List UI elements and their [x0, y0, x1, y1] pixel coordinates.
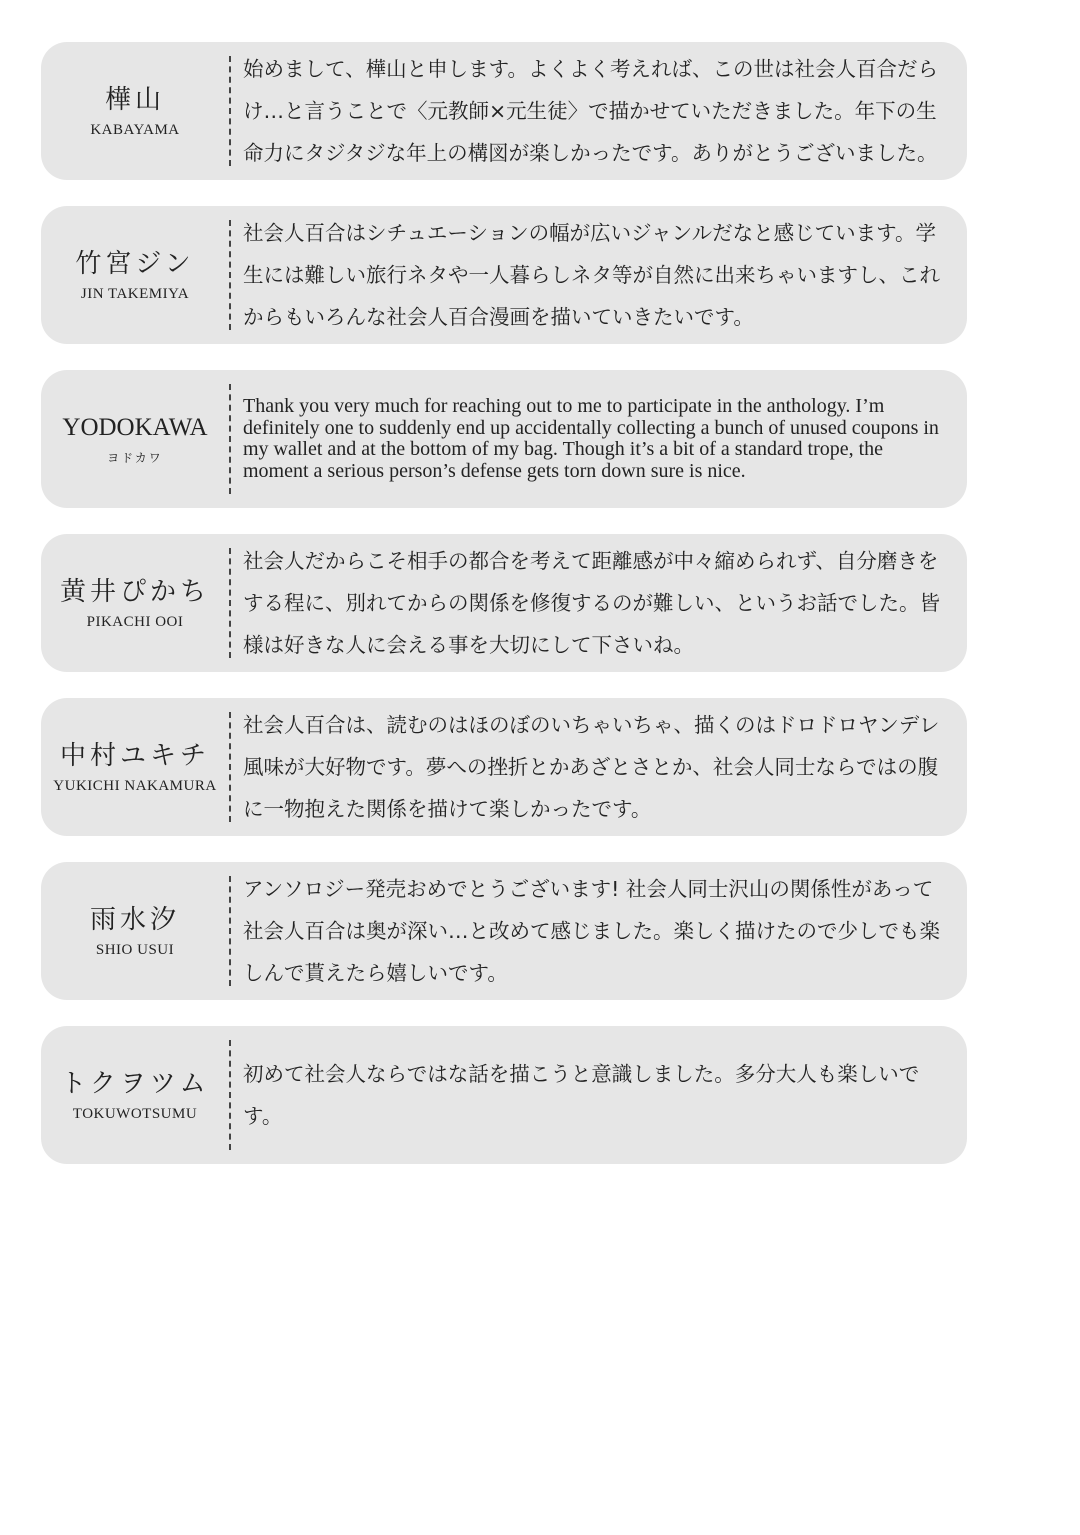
author-reading: YUKICHI NAKAMURA [53, 777, 217, 794]
author-name: 黄井ぴかち [59, 576, 210, 607]
author-comment [243, 698, 951, 836]
author-reading: SHIO USUI [95, 941, 175, 958]
author-comment [243, 42, 951, 180]
author-block [41, 1026, 229, 1164]
comment-text: 社会人だからこそ相手の都合を考えて距離感が中々縮められず、自分磨きをする程に、別れてからの関係を修復するのが難しい、というお話でした。皆様は好きな人に会える事を大切にして下さいね。 [243, 549, 940, 657]
dashed-divider [229, 384, 231, 494]
comment-text: 社会人百合は、読むのはほのぼのいちゃいちゃ、描くのはドロドロヤンデレ風味が大好物です。夢への挫折とかあざとさとか、社会人同士ならではの腹に一物抱えた関係を描けて楽しかったです。 [243, 713, 940, 821]
dashed-divider [229, 876, 231, 986]
author-reading: PIKACHI OOI [86, 613, 184, 630]
comment-text: 初めて社会人ならではな話を描こうと意識しました。多分大人も楽しいです。 [243, 1062, 920, 1128]
author-name: 樺山 [104, 84, 165, 115]
author-name: 雨水汐 [89, 904, 180, 935]
author-card-jin-takemiya [41, 206, 967, 344]
author-comment-list [41, 42, 967, 1190]
author-reading: JIN TAKEMIYA [80, 285, 190, 302]
author-card-pikachi-ooi [41, 534, 967, 672]
author-reading: KABAYAMA [90, 121, 180, 138]
author-card-kabayama [41, 42, 967, 180]
dashed-divider [229, 712, 231, 822]
dashed-divider [229, 220, 231, 330]
author-comment [243, 1026, 951, 1164]
author-card-shio-usui [41, 862, 967, 1000]
author-card-tokuwotsumu [41, 1026, 967, 1164]
comment-text: Thank you very much for reaching out to me to participate in the anthology. I’m definitely one to suddenly end up accidentally collecting a bunch of unused coupons in my wallet and at the bottom of my bag. Though it’s a bit of a standard trope, the moment a serious person’s defense gets torn down sure is nice. [243, 395, 939, 482]
author-comment [243, 370, 951, 508]
comment-text: 社会人百合はシチュエーションの幅が広いジャンルだなと感じています。学生には難しい旅行ネタや一人暮らしネタ等が自然に出来ちゃいますし、これからもいろんな社会人百合漫画を描いていきたいです。 [243, 221, 940, 329]
author-block [41, 42, 229, 180]
author-reading: ヨドカワ [107, 450, 163, 465]
author-block [41, 206, 229, 344]
author-block [41, 370, 229, 508]
comment-text: 始めまして、樺山と申します。よくよく考えれば、この世は社会人百合だらけ…と言うことで〈元教師×元生徒〉で描かせていただきました。年下の生命力にタジタジな年上の構図が楽しかったです。ありがとうございました。 [243, 57, 938, 165]
author-comment [243, 534, 951, 672]
author-name: 竹宮ジン [75, 248, 195, 279]
author-card-yukichi-nakamura [41, 698, 967, 836]
author-name: YODOKAWA [62, 413, 208, 441]
author-block [41, 534, 229, 672]
dashed-divider [229, 1040, 231, 1150]
author-reading: TOKUWOTSUMU [72, 1105, 198, 1122]
dashed-divider [229, 56, 231, 166]
author-card-yodokawa [41, 370, 967, 508]
author-block [41, 698, 229, 836]
author-comment [243, 862, 951, 1000]
author-name: 中村ユキチ [59, 740, 210, 771]
author-comment [243, 206, 951, 344]
author-block [41, 862, 229, 1000]
author-name: トクヲツム [60, 1068, 210, 1099]
dashed-divider [229, 548, 231, 658]
comment-text: アンソロジー発売おめでとうございます! 社会人同士沢山の関係性があって社会人百合は奥が深い…と改めて感じました。楽しく描けたので少しでも楽しんで貰えたら嬉しいです。 [243, 877, 940, 985]
